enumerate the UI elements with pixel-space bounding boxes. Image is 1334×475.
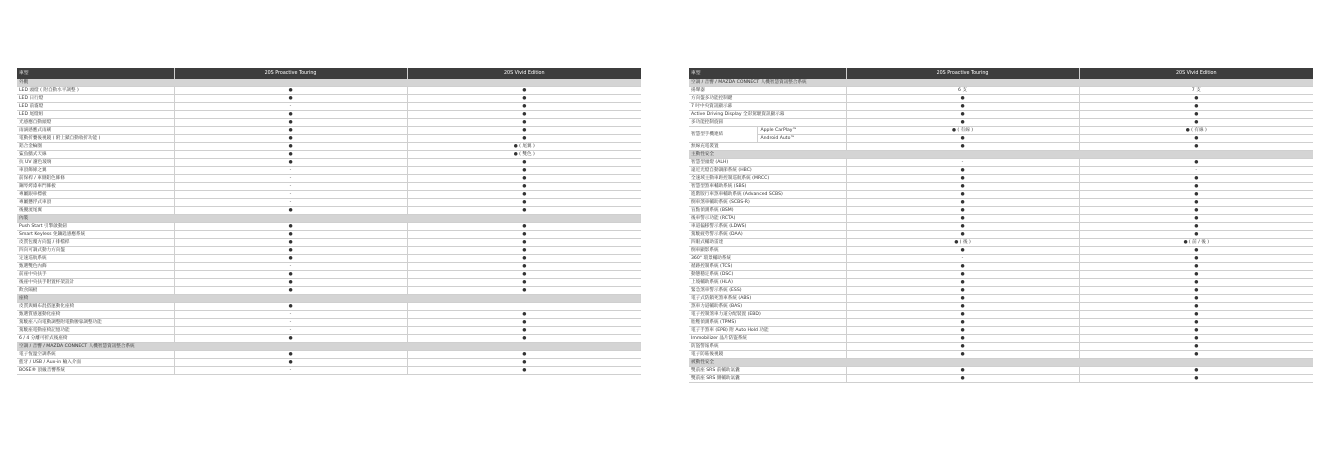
feature-label: 智慧型手機連結 [689,127,757,143]
feature-label: 電子手煞車 (EPB) 附 Auto Hold 功能 [689,327,846,335]
table-row [17,303,641,311]
feature-label: 光感應自動頭燈 [17,119,174,127]
section-title: 空調 / 音響 / MAZDA CONNECT 人機智慧資訊整合系統 [17,343,641,351]
vivid-edition-value: ● [1079,135,1313,143]
feature-label: 上坡輔助系統 (HLA) [689,279,846,287]
table-row [17,327,641,335]
vivid-edition-value: ● [407,287,641,295]
feature-label: 揚聲器 [689,87,846,95]
vivid-edition-value: ● [407,367,641,375]
proactive-touring-value: - [174,327,407,335]
vivid-edition-value: ● [407,95,641,103]
proactive-touring-value: ● [174,359,407,367]
vivid-edition-value: ● [1079,319,1313,327]
section-title: 被動性安全 [689,359,1313,367]
vivid-edition-value: ● [1079,95,1313,103]
vivid-edition-value: ● [407,335,641,343]
table-row [17,263,641,271]
table-row [689,135,1313,143]
table-row [689,367,1313,375]
feature-label: 車道偏移警示系統 (LDWS) [689,223,846,231]
table-row [17,223,641,231]
feature-label: 緊急煞車警示系統 (ESS) [689,287,846,295]
feature-label: 駕駛座電動座椅記憶功能 [17,327,174,335]
feature-label: 藍牙 / USB / Aux-in 輸入介面 [17,359,174,367]
table-row [689,215,1313,223]
vivid-edition-value: - [1079,167,1313,175]
section-title: 外觀 [17,79,641,87]
vivid-edition-value: ● [407,167,641,175]
proactive-touring-value: ● [174,207,407,215]
proactive-touring-value: ● [846,103,1079,111]
section-row [689,79,1313,87]
vivid-edition-value: ● [407,111,641,119]
vivid-edition-value: ● [407,223,641,231]
vivid-edition-value: ● [407,175,641,183]
table-row [689,159,1313,167]
proactive-touring-value: ● [174,279,407,287]
feature-label: 盲點偵測系統 (BSM) [689,207,846,215]
section-row [17,215,641,223]
vivid-edition-value: ● [1079,351,1313,359]
vivid-edition-value: ● [1079,111,1313,119]
vivid-edition-value: ● [1079,223,1313,231]
vivid-edition-value: ● [1079,103,1313,111]
proactive-touring-value: ● [174,335,407,343]
proactive-touring-value: ● [846,335,1079,343]
vivid-edition-value: ● ( 有線 ) [1079,127,1313,135]
table-row [17,183,641,191]
proactive-touring-value: ● [846,303,1079,311]
proactive-touring-value: ● [174,287,407,295]
proactive-touring-value: ● [846,311,1079,319]
section-title: 內裝 [17,215,641,223]
table-row [689,199,1313,207]
proactive-touring-value: ● [174,231,407,239]
table-row [17,367,641,375]
feature-label: 專屬懸浮式車頂 [17,199,174,207]
table-row [689,271,1313,279]
proactive-touring-value: - [174,103,407,111]
feature-label: Smart Keyless 免鑰匙感應系統 [17,231,174,239]
vivid-edition-value: ● [1079,231,1313,239]
table-row [17,255,641,263]
proactive-touring-value: - [846,255,1079,263]
vivid-edition-value: ● [1079,311,1313,319]
feature-label: 皮質與織布混搭運動化座椅 [17,303,174,311]
table-row [689,255,1313,263]
table-row [17,287,641,295]
header-vivid-edition: 20S Vivid Edition [407,68,641,79]
vivid-edition-value: ● [1079,199,1313,207]
vivid-edition-value [407,303,641,311]
header-proactive-touring: 20S Proactive Touring [174,68,407,79]
table-row [689,303,1313,311]
proactive-touring-value: ● [174,135,407,143]
vivid-edition-value: ● [1079,247,1313,255]
proactive-touring-value: - [174,191,407,199]
feature-label: LED 前霧燈 [17,103,174,111]
vivid-edition-value: ● [1079,215,1313,223]
proactive-touring-value: ● [846,143,1079,151]
proactive-touring-value: ● [846,327,1079,335]
proactive-touring-value: ● [174,111,407,119]
feature-label: 循跡控制系統 (TCS) [689,263,846,271]
feature-label: 電子恆溫空調系統 [17,351,174,359]
feature-label: 甄選雙色內飾 [17,263,174,271]
vivid-edition-value: ● [407,127,641,135]
table-row [17,95,641,103]
table-row [17,279,641,287]
feature-label: LED 尾燈組 [17,111,174,119]
feature-label: 智慧型煞車輔助系統 (SBS) [689,183,846,191]
vivid-edition-value: ● [1079,295,1313,303]
vivid-edition-value: ● [1079,143,1313,151]
proactive-touring-value: ● [846,111,1079,119]
table-row [689,263,1313,271]
table-row [689,247,1313,255]
feature-label: 雙前座 SRS 前輔助氣囊 [689,367,846,375]
table-header-row [17,68,641,79]
table-row [17,247,641,255]
header-model-label: 車型 [17,68,174,79]
spec-table-right-page [689,68,1313,383]
proactive-touring-value: ● [174,127,407,135]
proactive-touring-value: ● [174,119,407,127]
proactive-touring-value: ● [846,175,1079,183]
table-row [17,191,641,199]
proactive-touring-value: ● ( 後 ) [846,239,1079,247]
proactive-touring-value: ● [174,87,407,95]
feature-label: 四向可調式動力方向盤 [17,247,174,255]
vivid-edition-value: ● [407,199,641,207]
proactive-touring-value: ● [846,223,1079,231]
table-row [17,103,641,111]
table-row [17,127,641,135]
vivid-edition-value: ● [1079,271,1313,279]
table-row [689,295,1313,303]
vivid-edition-value: ● ( 前 / 後 ) [1079,239,1313,247]
proactive-touring-value: ● [846,183,1079,191]
proactive-touring-value: ● [174,239,407,247]
feature-label: 遠近光燈自動調節系統 (HBC) [689,167,846,175]
vivid-edition-value: ● [1079,367,1313,375]
vivid-edition-value: ● [1079,343,1313,351]
table-row [17,159,641,167]
proactive-touring-value: ● [174,303,407,311]
vivid-edition-value: ● [407,239,641,247]
feature-label: BOSE® 頂級音響系統 [17,367,174,375]
proactive-touring-value: ● [846,263,1079,271]
table-row [689,319,1313,327]
proactive-touring-value: ● [846,287,1079,295]
vivid-edition-value: ● [1079,175,1313,183]
proactive-touring-value: - [174,263,407,271]
section-row [17,295,641,303]
feature-label: 駕駛座八向電動調整附電動腰靠調整功能 [17,319,174,327]
section-title: 主動性安全 [689,151,1313,159]
feature-label: 鋼琴烤漆車門飾板 [17,183,174,191]
vivid-edition-value: ● [407,255,641,263]
feature-label: 雙前座 SRS 側輔助氣囊 [689,375,846,383]
table-row [689,175,1313,183]
feature-label: 鋁合金輪圈 [17,143,174,151]
table-row [17,199,641,207]
feature-label: LED 日行燈 [17,95,174,103]
feature-label: 飲食隔板 [17,287,174,295]
table-row [17,119,641,127]
feature-label: 後擾流尾翼 [17,207,174,215]
proactive-touring-value: ● [846,191,1079,199]
feature-label: 防盜警報系統 [689,343,846,351]
table-row [17,175,641,183]
vivid-edition-value: ● [407,279,641,287]
proactive-touring-value: - [174,319,407,327]
table-row [689,95,1313,103]
table-row [17,271,641,279]
proactive-touring-value: ● [846,207,1079,215]
feature-label: 進階版行車煞車輔助系統 (Advanced SCBS) [689,191,846,199]
table-row [17,135,641,143]
feature-label: 智慧型頭燈 (ALH) [689,159,846,167]
feature-label: 後座中央扶手附置杯架設計 [17,279,174,287]
proactive-touring-value: ● [174,143,407,151]
proactive-touring-value: ● [846,167,1079,175]
table-row [689,103,1313,111]
vivid-edition-value: ● [1079,183,1313,191]
vivid-edition-value: ● [1079,159,1313,167]
proactive-touring-value: ● [174,351,407,359]
proactive-touring-value: - [846,159,1079,167]
proactive-touring-value: ● [846,343,1079,351]
proactive-touring-value: ● [846,215,1079,223]
feature-label: 倒車顯影系統 [689,247,846,255]
feature-label: 皮質包覆方向盤 / 排檔桿 [17,239,174,247]
proactive-touring-value: ● [174,247,407,255]
table-row [689,239,1313,247]
proactive-touring-value: ● [174,95,407,103]
table-row [17,111,641,119]
vivid-edition-value: ● ( 尾翼 ) [407,143,641,151]
proactive-touring-value: - [174,367,407,375]
feature-label: 胎壓偵測系統 (TPMS) [689,319,846,327]
section-row [17,343,641,351]
proactive-touring-value: ● [846,231,1079,239]
header-vivid-edition: 20S Vivid Edition [1079,68,1313,79]
table-row [689,223,1313,231]
vivid-edition-value: ● [407,103,641,111]
table-row [689,119,1313,127]
feature-label: 動態穩定系統 (DSC) [689,271,846,279]
feature-label: 鯊魚鰭式天線 [17,151,174,159]
feature-label: 無線充電裝置 [689,143,846,151]
spec-table-left-page [17,68,641,375]
proactive-touring-value: ● [846,351,1079,359]
vivid-edition-value: ● [407,311,641,319]
table-row [689,351,1313,359]
feature-label: 電子控制煞車力道分配裝置 (EBD) [689,311,846,319]
feature-label: 倒車煞車輔助系統 (SCBS-R) [689,199,846,207]
table-row [17,151,641,159]
feature-label: 前保桿 / 車側鋁色飾條 [17,175,174,183]
feature-label: Active Driving Display 全彩駕駛資訊顯示幕 [689,111,846,119]
feature-sublabel: Android Auto™ [757,135,846,143]
feature-label: Immobilizer 晶片防盜系統 [689,335,846,343]
feature-label: 四眼式輔助雷達 [689,239,846,247]
vivid-edition-value: ● [407,247,641,255]
spec-table-right [689,68,1313,383]
vivid-edition-value: ● [1079,335,1313,343]
feature-label: 全速域主動車距控制巡航系統 (MRCC) [689,175,846,183]
feature-label: 方向盤多功能控制鍵 [689,95,846,103]
table-row [689,207,1313,215]
table-row [689,191,1313,199]
feature-label: 車頂飾條之翼 [17,167,174,175]
vivid-edition-value: ● [407,119,641,127]
vivid-edition-value: ● [1079,327,1313,335]
proactive-touring-value: ● [846,279,1079,287]
feature-sublabel: Apple CarPlay™ [757,127,846,135]
vivid-edition-value: ● [1079,119,1313,127]
table-row [17,207,641,215]
proactive-touring-value: ● [846,367,1079,375]
feature-label: 甄選質感運動化座椅 [17,311,174,319]
feature-label: Push Start 引擎啟動鈕 [17,223,174,231]
section-row [17,79,641,87]
vivid-edition-value: ● [407,87,641,95]
proactive-touring-value: 6 支 [846,87,1079,95]
section-row [689,151,1313,159]
table-row [689,311,1313,319]
vivid-edition-value: ● [407,207,641,215]
vivid-edition-value: ● [407,191,641,199]
proactive-touring-value: ● [846,319,1079,327]
proactive-touring-value: ● [846,375,1079,383]
vivid-edition-value: ● [1079,191,1313,199]
vivid-edition-value: ● [1079,303,1313,311]
table-row [689,127,1313,135]
section-row [689,359,1313,367]
table-row [689,87,1313,95]
feature-label: 抗 UV 濾色玻璃 [17,159,174,167]
vivid-edition-value: ● ( 雙色 ) [407,151,641,159]
vivid-edition-value: ● [407,319,641,327]
vivid-edition-value: ● [407,263,641,271]
proactive-touring-value: - [174,175,407,183]
feature-label: 後車警示功能 (RCTA) [689,215,846,223]
table-row [17,87,641,95]
proactive-touring-value: ● [846,295,1079,303]
proactive-touring-value: ● [174,159,407,167]
vivid-edition-value: ● [1079,279,1313,287]
proactive-touring-value: ● [846,199,1079,207]
proactive-touring-value: ● [846,119,1079,127]
table-row [689,287,1313,295]
proactive-touring-value: ● ( 有線 ) [846,127,1079,135]
table-row [689,167,1313,175]
vivid-edition-value: ● [407,135,641,143]
proactive-touring-value: - [174,167,407,175]
proactive-touring-value: ● [846,247,1079,255]
feature-label: 360° 環景輔助系統 [689,255,846,263]
vivid-edition-value: ● [407,159,641,167]
feature-label: 定速巡航系統 [17,255,174,263]
table-row [17,143,641,151]
section-title: 空調 / 音響 / MAZDA CONNECT 人機智慧資訊整合系統 [689,79,1313,87]
proactive-touring-value: - [174,199,407,207]
table-header-row [689,68,1313,79]
table-row [689,183,1313,191]
table-row [17,167,641,175]
vivid-edition-value: ● [1079,207,1313,215]
proactive-touring-value: - [174,311,407,319]
feature-label: 多功能控制旋鈕 [689,119,846,127]
feature-label: 電子式防鎖死煞車系統 (ABS) [689,295,846,303]
feature-label: 電子防眩後視鏡 [689,351,846,359]
table-row [17,239,641,247]
vivid-edition-value: ● [407,271,641,279]
spec-table-left [17,68,641,375]
table-row [17,319,641,327]
table-row [689,335,1313,343]
feature-label: 前座中央扶手 [17,271,174,279]
table-row [17,231,641,239]
vivid-edition-value: ● [1079,375,1313,383]
header-proactive-touring: 20S Proactive Touring [846,68,1079,79]
table-row [689,279,1313,287]
proactive-touring-value: ● [174,151,407,159]
vivid-edition-value: 7 支 [1079,87,1313,95]
vivid-edition-value: ● [407,231,641,239]
table-row [689,143,1313,151]
proactive-touring-value: ● [846,95,1079,103]
feature-label: 駕駛疲勞警示系統 (DAA) [689,231,846,239]
vivid-edition-value: ● [407,327,641,335]
table-row [17,359,641,367]
table-row [689,231,1313,239]
vivid-edition-value: ● [407,183,641,191]
feature-label: 雨滴感應式雨刷 [17,127,174,135]
section-title: 座椅 [17,295,641,303]
table-row [689,375,1313,383]
vivid-edition-value: ● [407,351,641,359]
vivid-edition-value: ● [1079,287,1313,295]
vivid-edition-value: ● [1079,255,1313,263]
feature-label: LED 頭燈 ( 附自動水平調整 ) [17,87,174,95]
proactive-touring-value: - [174,183,407,191]
feature-label: 7 吋中央資訊顯示幕 [689,103,846,111]
table-row [17,335,641,343]
feature-label: 電動折疊後視鏡 ( 附上鎖自動收折功能 ) [17,135,174,143]
table-row [689,327,1313,335]
vivid-edition-value: ● [1079,263,1313,271]
feature-label: 6 / 4 分離可折式後座椅 [17,335,174,343]
table-row [689,343,1313,351]
feature-label: 煞車力道輔助系統 (BAS) [689,303,846,311]
proactive-touring-value: ● [174,223,407,231]
table-row [17,311,641,319]
vivid-edition-value: ● [407,359,641,367]
table-row [17,351,641,359]
proactive-touring-value: ● [174,255,407,263]
table-row [689,111,1313,119]
proactive-touring-value: ● [846,271,1079,279]
proactive-touring-value: ● [174,271,407,279]
proactive-touring-value: ● [846,135,1079,143]
header-model-label: 車型 [689,68,846,79]
feature-label: 專屬跟車標板 [17,191,174,199]
